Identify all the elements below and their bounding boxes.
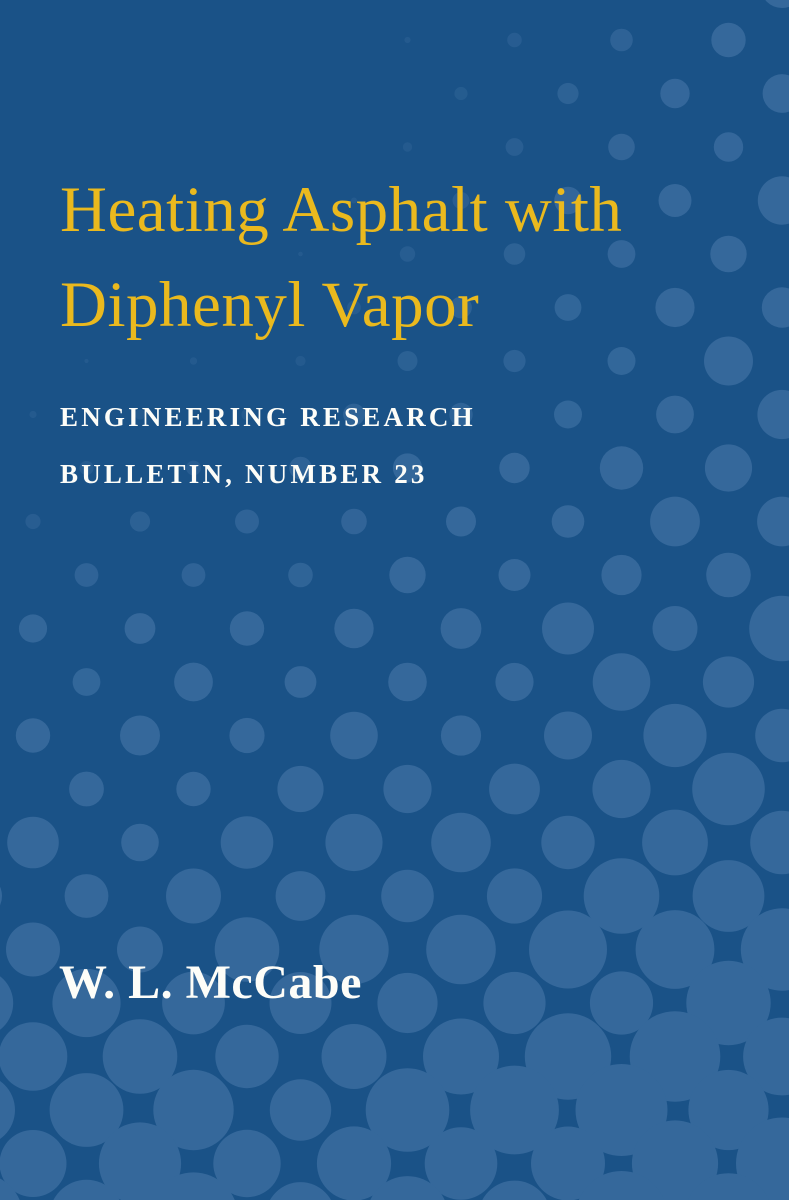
series-title — [60, 389, 476, 503]
author-name: W. L. McCabe — [59, 956, 362, 1009]
series-title-line-2: BULLETIN, NUMBER 23 — [60, 459, 428, 489]
book-title-line-1: Heating Asphalt with — [60, 174, 623, 246]
book-title — [60, 163, 622, 353]
book-title-line-2: Diphenyl Vapor — [60, 269, 480, 341]
series-title-line-1: ENGINEERING RESEARCH — [60, 402, 476, 432]
